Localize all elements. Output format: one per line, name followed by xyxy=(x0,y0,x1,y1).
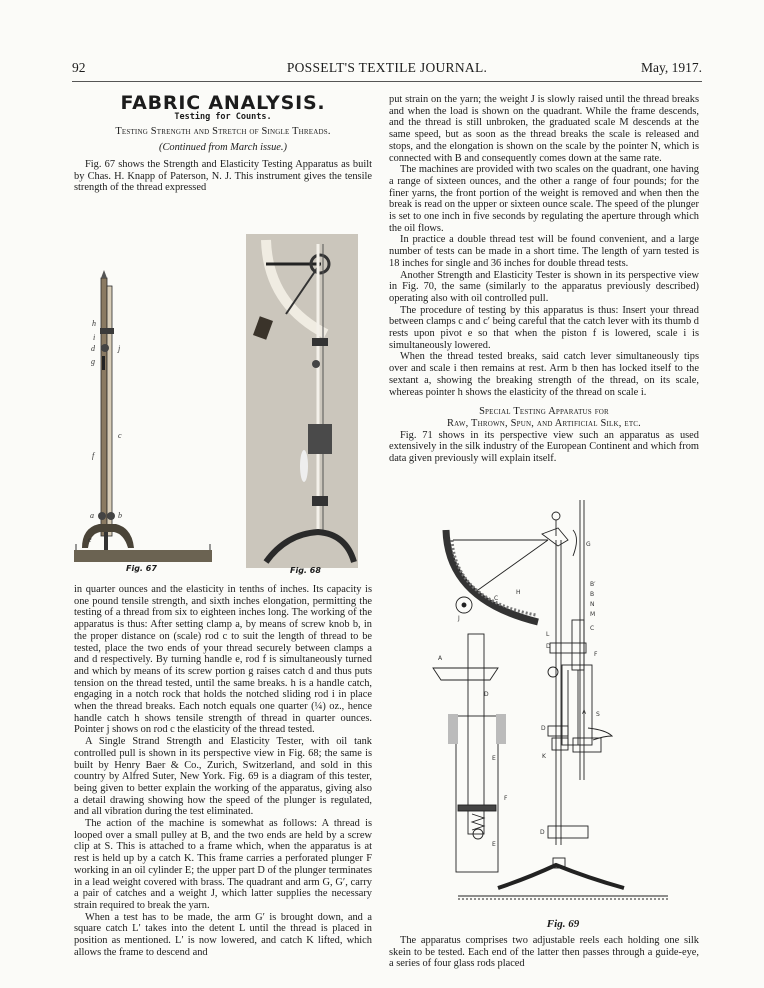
svg-text:A: A xyxy=(582,709,587,716)
svg-text:a: a xyxy=(90,511,94,520)
svg-text:B′: B′ xyxy=(590,581,596,588)
svg-text:C: C xyxy=(590,625,595,632)
journal-title: POSSELT'S TEXTILE JOURNAL. xyxy=(286,60,488,75)
svg-text:i: i xyxy=(93,333,96,342)
svg-text:F: F xyxy=(594,651,598,658)
paragraph-breaks: When the thread tested breaks, said catch lever simultaneously tips over and scale i then remains at rest. Arm b then has locked itself to the sextant a, showing the breaking strength of the thread, on its scale, whereas pointer h shows the elasticity of the thread on scale i. xyxy=(389,351,699,398)
svg-text:A: A xyxy=(438,655,443,662)
svg-text:g: g xyxy=(91,357,95,366)
svg-text:M: M xyxy=(590,611,596,618)
svg-text:D: D xyxy=(484,691,489,698)
figure-68 xyxy=(246,234,358,575)
figures-67-68 xyxy=(74,218,374,575)
paragraph-fig71: Fig. 71 shows in its perspective view such an apparatus as used extensively in the silk industry of the European Continent and which from data given previously will explain itself. xyxy=(389,429,699,465)
page-number: 92 xyxy=(72,60,86,75)
svg-text:c: c xyxy=(118,431,122,440)
special-heading-1: Special Testing Apparatus for xyxy=(479,406,609,418)
paragraph-scales: The machines are provided with two scales on the quadrant, one having a range of sixteen ounces, and the other a range of four pounds; for the finer yarns, the front portion of the weight is removed and when then the break is read on the upper or sixteen ounce scale. The speed of the plunger is set to one inch in five seconds by regulating the aperture through which the oil flows. xyxy=(389,164,699,234)
svg-text:B: B xyxy=(590,591,595,598)
svg-text:E: E xyxy=(492,841,496,848)
right-column-top xyxy=(389,94,699,465)
svg-text:D: D xyxy=(541,725,546,732)
svg-text:b: b xyxy=(118,511,122,520)
svg-text:C: C xyxy=(494,595,499,602)
figure-69-caption: Fig. 69 xyxy=(546,918,580,930)
right-column-bottom xyxy=(389,935,699,970)
paragraph-strain: put strain on the yarn; the weight J is slowly raised until the thread breaks and when the load is shown on the quadrant. While the frame descends, and the thread is still unbroken, the graduated scale M descends at the same speed, but as soon as the thread breaks the scale is released and stops, and the elongation is shown on the scale by the pointer N, which is connected with B and consequently comes down at the same rate. xyxy=(389,94,699,164)
continued-note: (Continued from March issue.) xyxy=(159,142,287,154)
paragraph-single-strand: A Single Strand Strength and Elasticity Tester, with oil tank controlled pull is shown in its perspective view in Fig. 68; the same is built by Henry Baer & Co., Zurich, Switzerland, and sold in this country by Alfred Suter, New York. Fig. 69 is a diagram of this tester, being given to better explain the working of the apparatus, giving also a detail drawing showing how the speed of the plunger is regulated, and all vibration during the test eliminated. xyxy=(74,736,372,818)
figure-67-caption: Fig. 67 xyxy=(126,564,157,573)
svg-text:N: N xyxy=(590,601,595,608)
svg-text:G: G xyxy=(586,541,591,548)
svg-text:L: L xyxy=(546,631,550,638)
svg-text:j: j xyxy=(118,344,121,353)
paragraph-working: in quarter ounces and the elasticity in tenths of inches. Its capacity is one pound tensile strength, and sixth inches elongation, permitting the testing of a thread from six to eighteen inches long. The working of the apparatus is thus: After setting clamp a, by means of screw knob b, in the proper distance on (scale) rod c to suit the length of thread to be tested, place the two ends of your thread securely between clamps a and d respectively. By turning handle e, rod f is simultaneously turned and which by means of its screw portion g raises catch d and thus puts tension on the thread tested, until the same breaks. h is a handle catch, engaging in a notch rock that holds the notched sliding rod i in place when the thread breaks. Each notch equals one quarter (¼) oz., hence handle catch h shows tensile strength of thread in quarter ounces. Pointer j shows on rod c the elasticity of the thread tested. xyxy=(74,584,372,736)
figure-69-labels xyxy=(428,500,698,915)
article-subtitle: Testing for Counts. xyxy=(174,111,272,122)
paragraph-practice: In practice a double thread test will be found convenient, and a large number of tests can be made in a short time. The length of yarn tested is 18 inches for single and 36 inches for double thread tests. xyxy=(389,234,699,269)
paragraph-test: When a test has to be made, the arm G′ is brought down, and a square catch L′ takes into the detent L until the thread is placed in position as mentioned. L′ is now lowered, and catch K lifted, which allows the frame to descend and xyxy=(74,911,372,958)
svg-text:e: e xyxy=(88,535,92,544)
svg-text:F: F xyxy=(504,795,508,802)
svg-text:h: h xyxy=(92,319,96,328)
svg-text:J: J xyxy=(458,615,460,622)
running-header xyxy=(72,60,702,78)
special-heading-2: Raw, Thrown, Spun, and Artificial Silk, etc. xyxy=(447,417,641,429)
issue-date: May, 1917. xyxy=(641,60,702,75)
figure-67-drawing xyxy=(74,218,214,568)
svg-text:D: D xyxy=(546,643,551,650)
svg-text:f: f xyxy=(92,451,95,460)
figure-67 xyxy=(74,218,214,573)
svg-text:S: S xyxy=(596,711,600,718)
svg-text:d: d xyxy=(91,344,95,353)
left-column-bottom xyxy=(74,584,372,959)
paragraph-apparatus: The apparatus comprises two adjustable reels each holding one silk skein to be tested. Each end of the latter then passes through a guide-eye, a series of four glass rods placed xyxy=(389,935,699,970)
header-rule xyxy=(72,81,702,82)
figure-68-photo xyxy=(246,234,358,568)
section-heading: Testing Strength and Stretch of Single Threads. xyxy=(115,126,331,138)
svg-text:E: E xyxy=(492,755,496,762)
article-title: FABRIC ANALYSIS. xyxy=(120,92,326,114)
svg-text:H: H xyxy=(516,589,521,596)
figure-69 xyxy=(428,500,698,930)
svg-text:D: D xyxy=(540,829,545,836)
left-column-top xyxy=(74,88,372,194)
paragraph-intro: Fig. 67 shows the Strength and Elasticity Testing Apparatus as built by Chas. H. Knapp of Paterson, N. J. This instrument gives the tensile strength of the thread expressed xyxy=(74,158,372,194)
paragraph-procedure: The procedure of testing by this apparatus is thus: Insert your thread between clamps c and c′ being careful that the catch lever with its thumb d rests upon pivot e so that when the piston f is lowered, scale i is simultaneously lowered. xyxy=(389,304,699,351)
paragraph-another: Another Strength and Elasticity Tester is shown in its perspective view in Fig. 70, the same (similarly to the apparatus previously described) operating also with oil controlled pull. xyxy=(389,269,699,304)
figure-68-caption: Fig. 68 xyxy=(290,566,321,575)
paragraph-action: The action of the machine is somewhat as follows: A thread is looped over a small pulley at B, and the two ends are held by a screw clip at S. This is attached to a frame which, when the apparatus is at rest is held up by a catch K. This frame carries a perforated plunger F working in an oil cylinder E; the upper part D of the plunger terminates in a lead weight covered with brass. The quadrant and arm G, G′, carry a pair of catches and a weight J, which latter supplies the necessary strain required to break the yarn. xyxy=(74,818,372,911)
svg-text:K: K xyxy=(542,753,546,760)
